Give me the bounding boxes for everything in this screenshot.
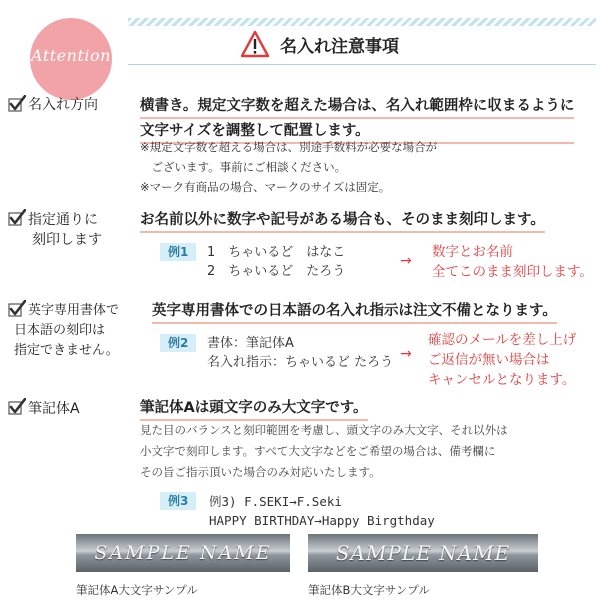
result-line: 確認のメールを差し上げ [428,332,577,348]
result-line: 全てこのまま刻印します。 [432,264,593,280]
checkmark-icon [8,398,26,416]
sample-name-text: SAMPLE NAME [335,541,511,565]
section-label-as-specified [28,210,102,250]
section-label-direction [28,95,98,115]
section-label-script-a [28,399,80,419]
main-line: 文字サイズを調整して配置します。 [140,121,574,144]
body-line: 小文字で刻印します。すべて大文字などをご希望の場合は、備考欄に [140,444,496,458]
example-1-result [432,242,593,282]
sample-caption-a: 筆記体A大文字サンプル [76,583,198,597]
arrow-icon: → [400,253,412,269]
example-tag-3: 例3 [160,492,196,510]
attention-badge-text: Attention [31,46,111,65]
section-label-english-font [14,301,119,361]
example-line: 2 ちゃいるど たろう [207,264,346,279]
example-1-lines [207,243,345,281]
result-line: 数字とお名前 [432,244,513,260]
main-line: 横書き。規定文字数を超えた場合は、名入れ範囲枠に収まるように [140,96,574,119]
note-line: ※規定文字数を超える場合は、別途手数料が必要な場合が [140,140,438,154]
checkmark-icon [8,95,26,113]
example-3-lines [209,492,435,530]
example-line: 書体：筆記体A [207,336,294,351]
sample-caption-b: 筆記体B大文字サンプル [308,583,430,597]
example-line: HAPPY BIRTHDAY→Happy Birgthday [209,513,435,528]
example-2-result [428,330,576,390]
section-notes-direction [140,137,437,197]
note-line: ございます。事前にご相談ください。 [140,160,347,174]
section-label-line: 指定できません。 [14,343,119,358]
section-label-line: 日本語の刻印は [14,323,106,338]
section-label-line: 刻印します [32,232,102,248]
main-line: 筆記体Aは頭文字のみ大文字です。 [140,398,368,421]
page-title: 名入れ注意事項 [280,36,399,57]
example-2-lines [207,334,393,372]
main-line: 英字専用書体での日本語の名入れ指示は注文不備となります。 [152,301,557,324]
section-label-line: 指定通りに [28,212,98,228]
result-line: ご返信が無い場合は [428,352,550,368]
sample-plate-script-b [308,534,538,572]
checkmark-icon [8,209,26,227]
section-label-line: 名入れ方向 [28,97,98,113]
example-line: 名入れ指示：ちゃいるど たろう [207,355,394,370]
arrow-icon: → [400,346,412,362]
main-line: お名前以外に数字や記号がある場合も、そのまま刻印します。 [140,210,545,233]
section-label-line: 英字専用書体で [28,303,120,318]
attention-badge [30,18,112,100]
example-line: 1 ちゃいるど はなこ [207,245,346,260]
note-line: ※マーク有商品の場合、マークのサイズは固定。 [140,180,391,194]
result-line: キャンセルとなります。 [428,372,576,388]
sample-plate-script-a [76,534,290,572]
example-line: 例3) F.SEKI→F.Seki [209,494,342,509]
section-label-line: 筆記体A [28,401,80,417]
section-body-script-a [140,420,508,483]
section-main-as-specified [140,210,545,235]
body-line: 見た目のバランスと刻印範囲を考慮し、頭文字のみ大文字、それ以外は [140,423,508,437]
page-title-group [240,28,399,60]
section-main-english-font [152,301,557,326]
sample-name-text: SAMPLE NAME [94,542,272,564]
warning-triangle-icon [240,30,270,58]
header-stripe [128,18,596,26]
example-tag-2: 例2 [160,334,196,352]
header-rule [128,64,596,65]
body-line: その旨ご指示頂いた場合のみ対応いたします。 [140,465,381,479]
example-tag-1: 例1 [160,243,196,261]
